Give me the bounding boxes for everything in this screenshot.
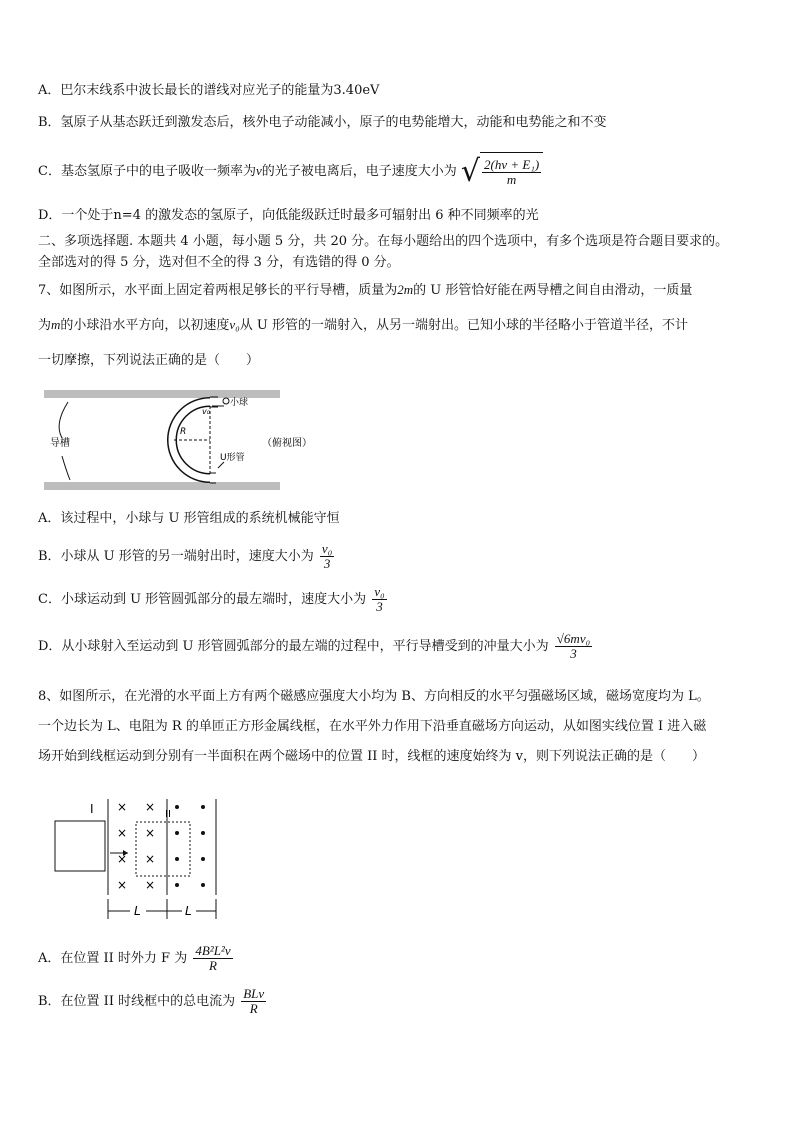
field-cross-icon: × [145, 878, 156, 892]
field-dot-icon [175, 805, 179, 809]
q8-option-a [38, 942, 235, 976]
q7-stem-line1 [38, 281, 692, 300]
q6-option-c-fraction [482, 158, 541, 187]
q8-option-a-text: A．在位置 II 时外力 F 为 [38, 951, 188, 966]
q7-mass-m: m [51, 317, 61, 332]
label-position-i: I [90, 802, 94, 816]
q8-option-b [38, 985, 268, 1019]
q7-stem-text: 的小球沿水平方向，以初速度 [60, 318, 230, 333]
q6-option-c-text2: 的光子被电离后，电子速度大小为 [261, 164, 457, 179]
sqrt-sign-icon: √ [460, 153, 481, 189]
q7-option-b [38, 540, 336, 574]
q7-option-b-text: B．小球从 U 形管的另一端射出时，速度大小为 [38, 549, 314, 564]
q7-option-d-text: D．从小球射入至运动到 U 形管圆弧部分的最左端的过程中，平行导槽受到的冲量大小为 [38, 639, 549, 654]
label-top-view: （俯视图） [262, 438, 312, 449]
q6-option-a: A．巴尔末线系中波长最长的谱线对应光子的能量为3.40eV [38, 83, 380, 98]
field-cross-icon: × [117, 800, 128, 814]
label-v0: v₀ [202, 407, 210, 416]
field-cross-icon: × [145, 826, 156, 840]
label-position-ii: II [165, 809, 171, 820]
label-width-l1: L [134, 904, 141, 918]
field-cross-icon: × [117, 826, 128, 840]
frame-position-i [55, 821, 105, 871]
fraction-numerator: 4B²L²v [195, 943, 231, 958]
field-cross-icon: × [145, 852, 156, 866]
q7-velocity-v0: v₀ [229, 317, 240, 332]
fraction-denominator: R [249, 1001, 258, 1016]
q6-option-c [38, 152, 543, 191]
fraction-denominator: R [209, 958, 217, 973]
ball-icon [223, 398, 229, 404]
fraction-numerator: √6mv₀ [556, 631, 591, 646]
q8-option-a-fraction [193, 944, 232, 973]
q7-figure-u-tube [40, 384, 360, 496]
upper-guide-rail [44, 390, 280, 398]
label-width-l2: L [185, 904, 192, 918]
field-cross-icon: × [117, 878, 128, 892]
field-dot-icon [201, 805, 205, 809]
q8-stem-line1: 8、如图所示，在光滑的水平面上方有两个磁感应强度大小均为 B、方向相反的水平匀强磁场区域，磁场宽度均为 L。 [38, 689, 710, 704]
q7-option-d-fraction [555, 632, 592, 661]
q7-stem-text: 的 U 形管恰好能在两导槽之间自由滑动，一质量 [413, 283, 693, 298]
field-dot-icon [201, 831, 205, 835]
q8-option-b-text: B．在位置 II 时线框中的总电流为 [38, 994, 236, 1009]
q7-option-a: A．该过程中，小球与 U 形管组成的系统机械能守恒 [38, 511, 340, 526]
q6-option-c-nu: ν [255, 163, 262, 178]
q7-option-b-fraction [320, 542, 334, 571]
q7-option-d [38, 630, 594, 664]
label-u-tube: U形管 [220, 453, 245, 463]
field-dot-icon [175, 857, 179, 861]
q7-mass-2m: 2m [397, 282, 414, 297]
label-ball: 小球 [230, 398, 249, 408]
fraction-numerator: v₀ [321, 541, 333, 556]
q7-stem-text: 7、如图所示，水平面上固定着两根足够长的平行导槽，质量为 [38, 283, 398, 298]
label-radius: R [180, 427, 187, 437]
q7-stem-text: 从 U 形管的一端射入，从另一端射出。已知小球的半径略小于管道半径，不计 [239, 318, 688, 333]
q6-option-c-sqrt [461, 152, 543, 191]
fraction-denominator: m [506, 172, 517, 187]
q8-stem-line2: 一个边长为 L、电阻为 R 的单匝正方形金属线框，在水平外力作用下沿垂直磁场方向运动，从如图实线位置 I 进入磁 [38, 719, 707, 734]
q6-option-c-text: C．基态氢原子中的电子吸收一频率为 [38, 164, 256, 179]
fraction-numerator: BLv [243, 986, 265, 1001]
lower-guide-rail [44, 482, 280, 490]
field-dot-icon [175, 831, 179, 835]
q7-stem-text: 为 [38, 318, 52, 333]
field-dot-icon [201, 857, 205, 861]
section2-instructions-line2: 全部选对的得 5 分，选对但不全的得 3 分，有选错的得 0 分。 [38, 255, 400, 270]
fraction-denominator: 3 [323, 556, 331, 571]
q7-option-c-text: C．小球运动到 U 形管圆弧部分的最左端时，速度大小为 [38, 592, 367, 607]
field-cross-icon: × [145, 800, 156, 814]
q8-option-b-fraction [241, 987, 266, 1016]
q8-stem-line3: 场开始到线框运动到分别有一半面积在两个磁场中的位置 II 时，线框的速度始终为 v，则下列说法正确的是（ ） [38, 749, 706, 764]
guide-leader-line-icon [62, 456, 70, 480]
q7-stem-line2 [38, 316, 688, 335]
q6-option-d: D．一个处于n=4 的激发态的氢原子，向低能级跃迁时最多可辐射出 6 种不同频率的光 [38, 208, 539, 223]
section2-instructions-line1: 二、多项选择题. 本题共 4 小题，每小题 5 分，共 20 分。在每小题给出的四个选项中，有多个选项是符合题目要求的。 [38, 234, 729, 249]
q7-option-c-fraction [372, 585, 386, 614]
fraction-numerator: 2(hν + E₁) [484, 157, 540, 172]
q6-option-b: B．氢原子从基态跃迁到激发态后，核外电子动能减小，原子的电势能增大，动能和电势能之和不变 [38, 115, 607, 130]
fraction-denominator: 3 [376, 599, 383, 614]
field-dot-icon [175, 883, 179, 887]
field-cross-icon: × [117, 852, 128, 866]
fraction-denominator: 3 [570, 646, 577, 661]
fraction-numerator: v₀ [374, 584, 385, 599]
label-guide: 导槽 [50, 438, 70, 449]
field-dot-icon [201, 883, 205, 887]
q7-option-c [38, 583, 389, 617]
guide-leader-line-icon [59, 402, 68, 438]
q7-stem-line3: 一切摩擦，下列说法正确的是（ ） [38, 353, 260, 368]
q8-figure-magnetic-field [50, 795, 250, 925]
